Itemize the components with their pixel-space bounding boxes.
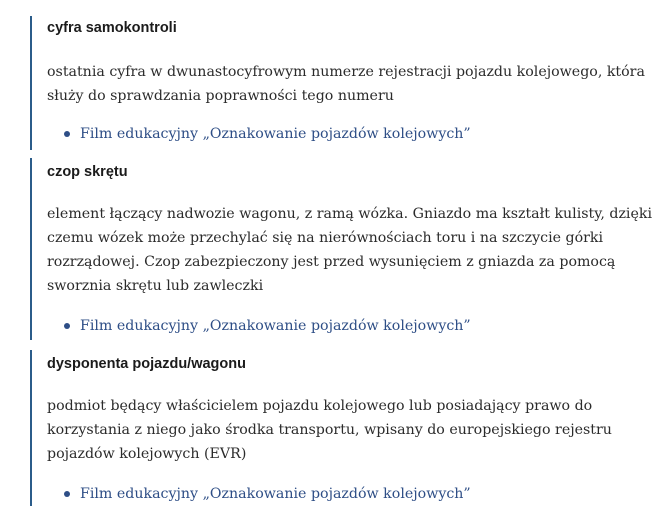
bullet-icon xyxy=(64,323,70,329)
bullet-icon xyxy=(64,131,70,137)
definition-line: sworznia skrętu lub zawleczki xyxy=(47,278,264,294)
educational-film-link[interactable]: Film edukacyjny „Oznakowanie pojazdów kolejowych” xyxy=(80,318,471,334)
definition-line: element łączący nadwozie wagonu, z ramą wózka. Gniazdo ma kształt kulisty, dzięki xyxy=(47,206,653,222)
list-item xyxy=(47,122,471,146)
definition-line: czemu wózek może przechylać się na nierównościach toru i na szczycie górki xyxy=(47,230,604,246)
definition-line: służy do sprawdzania poprawności tego numeru xyxy=(47,88,394,104)
glossary-definition xyxy=(47,60,672,108)
glossary-term: dysponenta pojazdu/wagonu xyxy=(47,356,246,372)
definition-line: korzystania z niego jako środka transportu, wpisany do europejskiego rejestru xyxy=(47,422,612,438)
definition-line: ostatnia cyfra w dwunastocyfrowym numerze rejestracji pojazdu kolejowego, która xyxy=(47,64,645,80)
educational-film-link[interactable]: Film edukacyjny „Oznakowanie pojazdów kolejowych” xyxy=(80,126,471,142)
glossary-term: cyfra samokontroli xyxy=(47,20,177,36)
glossary-entry xyxy=(30,16,672,150)
related-links xyxy=(47,314,471,338)
glossary-entry xyxy=(30,350,672,506)
glossary-entry xyxy=(30,158,672,340)
glossary-definition xyxy=(47,394,672,466)
glossary-definition xyxy=(47,202,672,298)
educational-film-link[interactable]: Film edukacyjny „Oznakowanie pojazdów kolejowych” xyxy=(80,486,471,502)
list-item xyxy=(47,482,471,506)
related-links xyxy=(47,482,471,506)
definition-line: podmiot będący właścicielem pojazdu kolejowego lub posiadający prawo do xyxy=(47,398,593,414)
bullet-icon xyxy=(64,491,70,497)
glossary-term: czop skrętu xyxy=(47,164,128,180)
definition-line: pojazdów kolejowych (EVR) xyxy=(47,446,247,462)
definition-line: rozrządowej. Czop zabezpieczony jest przed wysunięciem z gniazda za pomocą xyxy=(47,254,616,270)
list-item xyxy=(47,314,471,338)
related-links xyxy=(47,122,471,146)
